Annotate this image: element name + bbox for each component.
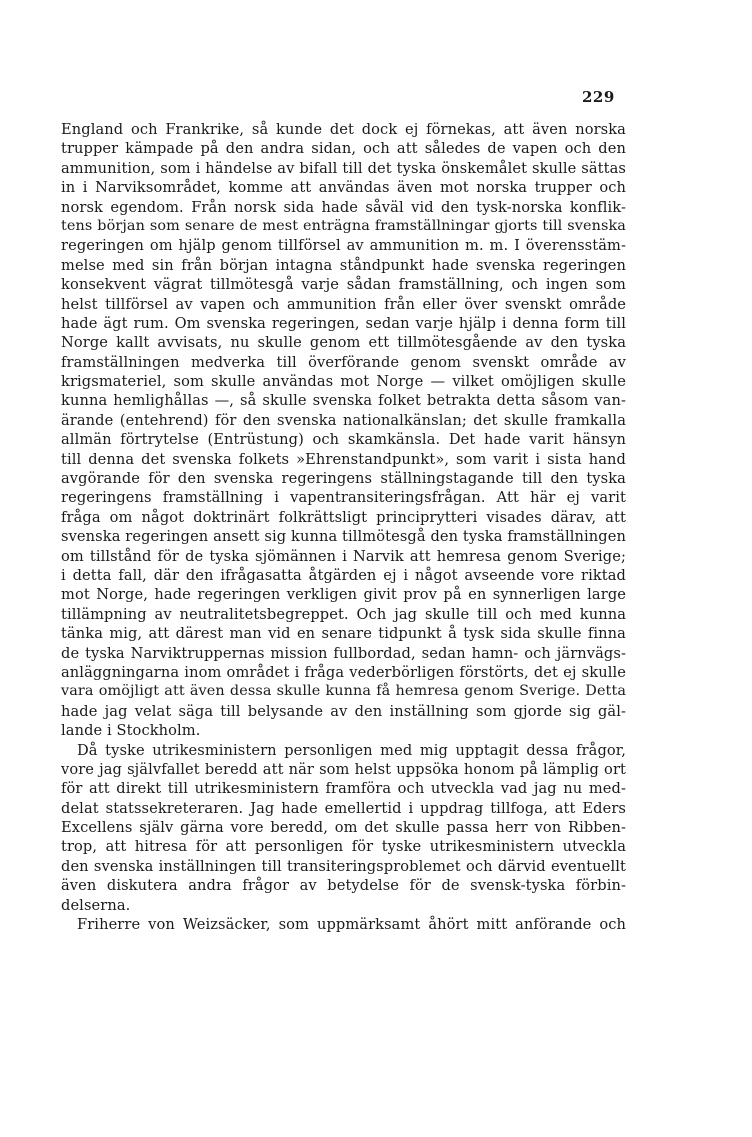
text-line: tillämpning av neutralitetsbegreppet. Och jag skulle till och med kunna bbox=[61, 605, 626, 623]
text-line: regeringen om hjälp genom tillförsel av ammunition m. m. I överensstäm- bbox=[61, 237, 626, 255]
text-line: anläggningarna inom området i fråga vederbörligen förstörts, det ej skulle bbox=[61, 663, 626, 681]
text-line: för att direkt till utrikesministern framföra och utveckla vad jag nu med- bbox=[61, 780, 626, 798]
text-line: kunna hemlighållas —, så skulle svenska folket betrakta detta såsom van- bbox=[61, 392, 626, 410]
text-line: i detta fall, där den ifrågasatta åtgärden ej i något avseende vore riktad bbox=[61, 566, 626, 584]
text-line: delat statssekreteraren. Jag hade emellertid i uppdrag tillfoga, att Eders bbox=[61, 799, 626, 817]
text-line: ärande (entehrend) för den svenska nationalkänslan; det skulle framkalla bbox=[61, 411, 626, 429]
text-line: tens början som senare de mest enträgna framställningar gjorts till svenska bbox=[61, 217, 626, 234]
text-line: helst tillförsel av vapen och ammunition från eller över svenskt område bbox=[61, 295, 626, 313]
text-line: vore jag självfallet beredd att när som helst uppsöka honom på lämplig ort bbox=[61, 760, 626, 778]
text-line: Norge kallt avvisats, nu skulle genom ett tillmötesgående av den tyska bbox=[61, 334, 626, 352]
text-line: Excellens själv gärna vore beredd, om det skulle passa herr von Ribben- bbox=[61, 819, 626, 837]
text-line: in i Narviksområdet, komme att användas även mot norska trupper och bbox=[61, 179, 626, 197]
text-line: hade ägt rum. Om svenska regeringen, sedan varje hjälp i denna form till bbox=[61, 314, 626, 332]
text-line: trupper kämpade på den andra sidan, och att således de vapen och den bbox=[61, 140, 626, 158]
text-line: Då tyske utrikesministern personligen med mig upptagit dessa frågor, bbox=[77, 741, 626, 759]
text-line: Friherre von Weizsäcker, som uppmärksamt åhört mitt anförande och bbox=[77, 916, 626, 934]
text-line: England och Frankrike, så kunde det dock ej förnekas, att även norska bbox=[61, 121, 626, 138]
text-line: norsk egendom. Från norsk sida hade såväl vid den tysk-norska konflik- bbox=[61, 198, 626, 216]
text-line: mot Norge, hade regeringen verkligen givit prov på en synnerligen large bbox=[61, 586, 626, 604]
text-line: melse med sin från början intagna ståndpunkt hade svenska regeringen bbox=[61, 256, 626, 274]
page-number: 229 bbox=[582, 88, 615, 106]
body-text bbox=[61, 120, 626, 934]
text-line: krigsmateriel, som skulle användas mot Norge — vilket omöjligen skulle bbox=[61, 373, 626, 391]
text-line: även diskutera andra frågor av betydelse för de svensk-tyska förbin- bbox=[61, 877, 626, 895]
text-line: konsekvent vägrat tillmötesgå varje sådan framställning, och ingen som bbox=[61, 276, 626, 294]
text-line: om tillstånd för de tyska sjömännen i Narvik att hemresa genom Sverige; bbox=[61, 547, 626, 565]
text-line: till denna det svenska folkets »Ehrenstandpunkt», som varit i sista hand bbox=[61, 450, 626, 468]
text-line: regeringens framställning i vapentransiteringsfrågan. Att här ej varit bbox=[61, 489, 626, 507]
text-line: lande i Stockholm. bbox=[61, 722, 201, 740]
text-line: de tyska Narviktruppernas mission fullbordad, sedan hamn- och järnvägs- bbox=[61, 644, 626, 662]
text-line: vara omöjligt att även dessa skulle kunna få hemresa genom Sverige. Detta bbox=[61, 683, 626, 700]
text-line: delserna. bbox=[61, 896, 131, 914]
text-line: fråga om något doktrinärt folkrättsligt principrytteri visades därav, att bbox=[61, 508, 626, 526]
text-line: framställningen medverka till överförande genom svenskt område av bbox=[61, 353, 626, 371]
text-line: trop, att hitresa för att personligen för tyske utrikesministern utveckla bbox=[61, 838, 626, 856]
text-line: allmän förtrytelse (Entrüstung) och skamkänsla. Det hade varit hänsyn bbox=[61, 431, 626, 449]
text-line: den svenska inställningen till transiteringsproblemet och därvid eventuellt bbox=[61, 857, 626, 875]
text-line: ammunition, som i händelse av bifall till det tyska önskemålet skulle sättas bbox=[61, 159, 626, 177]
text-line: tänka mig, att därest man vid en senare tidpunkt å tysk sida skulle finna bbox=[61, 625, 626, 643]
text-line: hade jag velat säga till belysande av den inställning som gjorde sig gäl- bbox=[61, 702, 626, 720]
text-line: svenska regeringen ansett sig kunna tillmötesgå den tyska framställningen bbox=[61, 528, 626, 546]
text-line: avgörande för den svenska regeringens ställningstagande till den tyska bbox=[61, 470, 626, 488]
